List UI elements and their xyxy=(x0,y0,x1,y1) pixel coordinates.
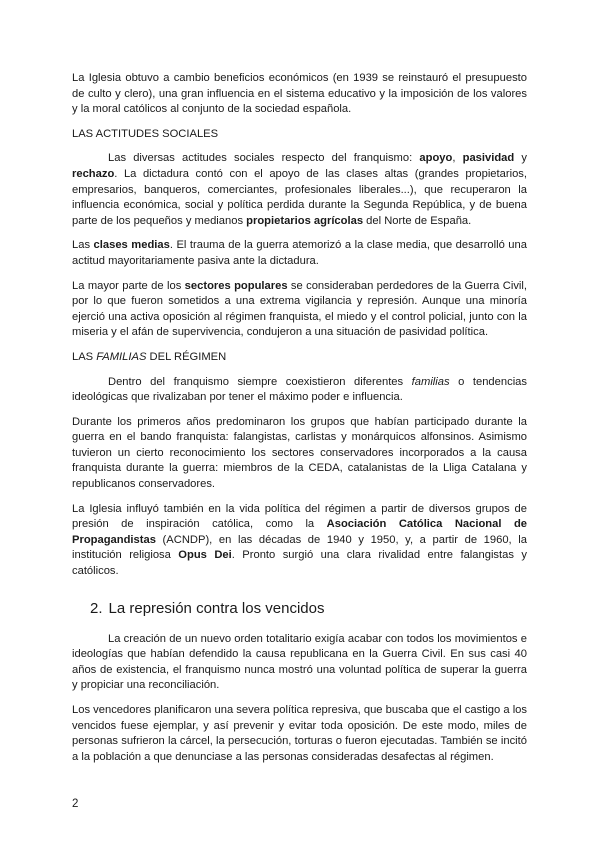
paragraph-represion-1: La creación de un nuevo orden totalitario exigía acabar con todos los movimientos e ideologías que habían defendido la causa republicana en la Guerra Civil. En sus casi 40 años de existencia, el franquismo nunca mostró una voluntad política de superar la guerra y propiciar una reconciliación. xyxy=(72,632,527,692)
text: se consideraban perdedores de la Guerra Civil, por lo que fueron sometidos a una extrema vigilancia y represión. Aunque una minoría ejerció una activa oposición al régimen franquista, el miedo y el control policial, junto con la miseria y el afán de supervivencia, condujeron a una situación de pasividad política. xyxy=(72,279,527,339)
bold-term: clases medias xyxy=(93,239,170,252)
heading-familias xyxy=(72,350,527,366)
italic-term: FAMILIAS xyxy=(96,350,147,363)
page-number: 2 xyxy=(72,798,79,810)
text: LAS xyxy=(72,350,97,363)
page-content xyxy=(72,71,527,774)
paragraph-sectores-populares xyxy=(72,279,527,341)
text: Las diversas actitudes sociales respecto del franquismo: xyxy=(108,152,420,165)
bold-term: rechazo xyxy=(72,167,115,180)
text: , xyxy=(452,152,463,165)
section-title: La represión contra los vencidos xyxy=(108,599,325,617)
text: Dentro del franquismo siempre coexistieron diferentes xyxy=(108,375,412,388)
text: (ACNDP), en las décadas de 1940 y 1950, y, a partir de 1960, la institución religiosa xyxy=(72,533,527,562)
bold-term: Opus Dei xyxy=(178,549,232,562)
text: o tendencias ideológicas que rivalizaban por tener el máximo poder e influencia. xyxy=(72,375,527,404)
text: . La dictadura contó con el apoyo de las clases altas (grandes propietarios, empresarios, banqueros, comerciantes, profesionales liberales...), que recuperaron la influencia económica, social y política perdida durante la Segunda República, y de buena parte de los pequeños y medianos xyxy=(72,167,527,227)
section-number: 2. xyxy=(90,599,103,617)
text: La Iglesia influyó también en la vida política del régimen a partir de diversos grupos de presión de inspiración católica, como la xyxy=(72,502,527,531)
paragraph-iglesia xyxy=(72,502,527,580)
paragraph-familias-intro xyxy=(72,375,527,406)
text: . El trauma de la guerra atemorizó a la clase media, que desarrolló una actitud mayoritariamente pasiva ante la dictadura. xyxy=(72,239,527,267)
paragraph-actitudes xyxy=(72,151,527,229)
italic-term: familias xyxy=(411,375,450,388)
heading-actitudes-sociales: LAS ACTITUDES SOCIALES xyxy=(72,127,219,140)
text: Las xyxy=(72,239,94,252)
section-heading-represion xyxy=(72,599,527,619)
text: . Pronto surgió una clara rivalidad entre falangistas y católicos. xyxy=(72,549,527,578)
paragraph-represion-2: Los vencedores planificaron una severa política represiva, que buscaba que el castigo a los vencidos fuese ejemplar, y así prevenir y evitar toda oposición. De este modo, miles de personas sufrieron la cárcel, la persecución, torturas o fueron ejecutadas. También se incitó a la población a que denunciase a las personas consideradas desafectas al régimen. xyxy=(72,704,527,763)
text: y xyxy=(514,152,527,165)
text: La mayor parte de los xyxy=(72,279,185,292)
text: del Norte de España. xyxy=(363,214,472,227)
paragraph-clases-medias xyxy=(72,238,527,269)
paragraph-primeros-anos: Durante los primeros años predominaron los grupos que habían participado durante la guerra en el bando franquista: falangistas, carlistas y monárquicos alfonsinos. Asimismo tuvieron un cierto reconocimiento los sectores conservadores incorporados a la causa franquista durante la guerra: miembros de la CEDA, catalanistas de la Lliga Catalana y republicanos conservadores. xyxy=(72,415,527,491)
bold-term: Asociación Católica Nacional de Propagandistas xyxy=(72,518,528,546)
text: DEL RÉGIMEN xyxy=(146,350,227,363)
intro-paragraph: La Iglesia obtuvo a cambio beneficios económicos (en 1939 se reinstauró el presupuesto de culto y clero), una gran influencia en el sistema educativo y la imposición de los valores y la moral católicos al conjunto de la sociedad española. xyxy=(72,72,527,116)
bold-term: pasividad xyxy=(462,152,515,165)
bold-term: propietarios agrícolas xyxy=(246,214,364,227)
bold-term: sectores populares xyxy=(184,279,288,292)
bold-term: apoyo xyxy=(419,152,453,165)
